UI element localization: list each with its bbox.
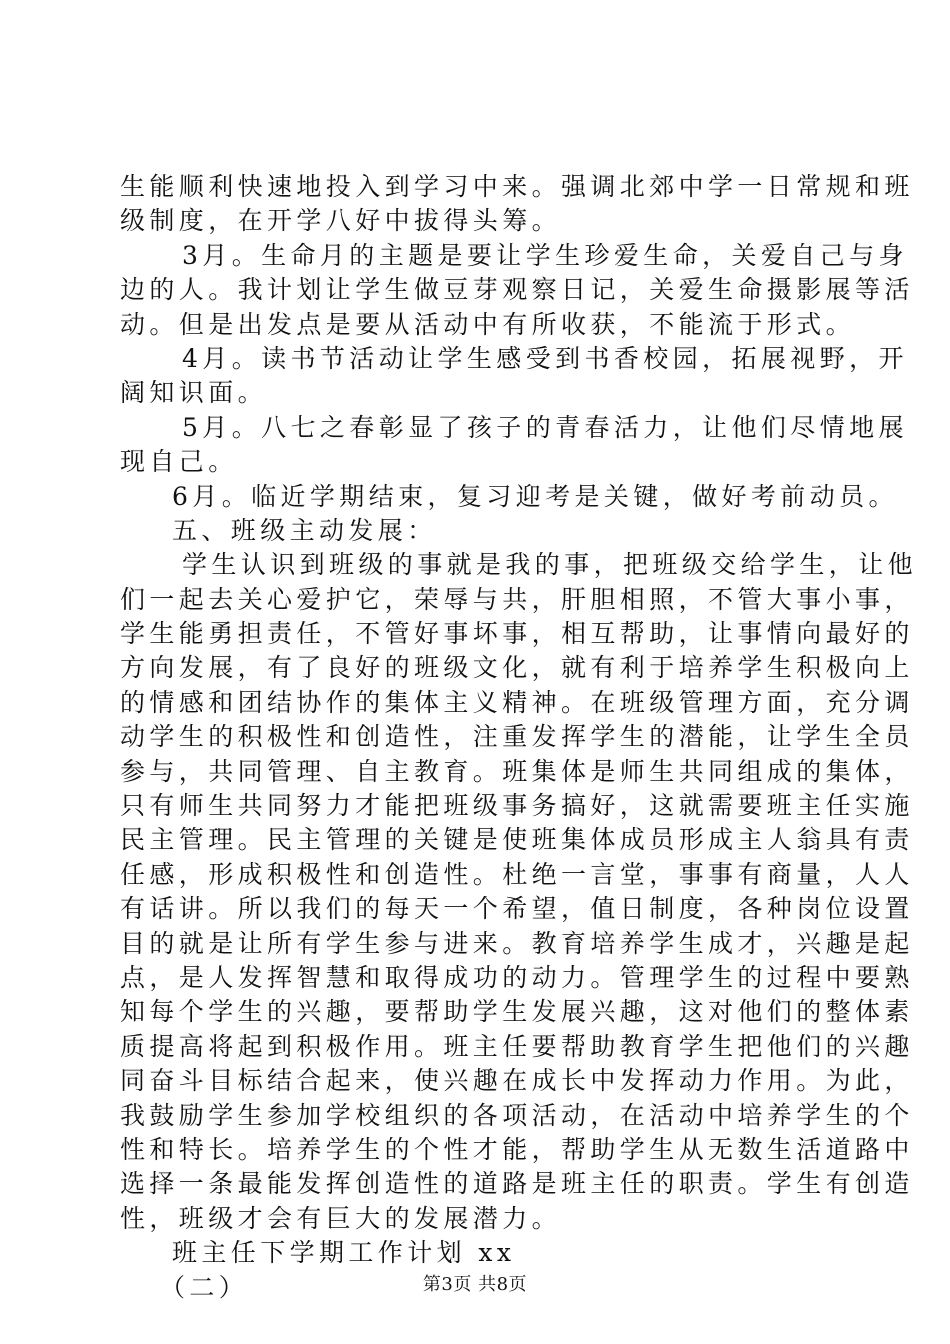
text-line: 学生能勇担责任，不管好事坏事，相互帮助，让事情向最好的 bbox=[120, 619, 914, 649]
text-line: 动。但是出发点是要从活动中有所收获，不能流于形式。 bbox=[120, 309, 856, 339]
body-text bbox=[120, 170, 918, 1305]
text-line: 有话讲。所以我们的每天一个希望，值日制度，各种岗位设置 bbox=[120, 894, 914, 924]
text-line: 边的人。我计划让学生做豆芽观察日记，关爱生命摄影展等活 bbox=[120, 275, 914, 305]
text-line: 阔知识面。 bbox=[120, 378, 268, 408]
text-line-april: 4月。读书节活动让学生感受到书香校园，拓展视野，开 bbox=[182, 343, 908, 373]
text-line: 选择一条最能发挥创造性的道路是班主任的职责。学生有创造 bbox=[120, 1169, 914, 1199]
section-number: （二） bbox=[160, 1272, 249, 1302]
text-line: 们一起去关心爱护它，荣辱与共，肝胆相照，不管大事小事， bbox=[120, 584, 914, 614]
text-line: 知每个学生的兴趣，要帮助学生发展兴趣，这对他们的整体素 bbox=[120, 997, 914, 1027]
text-line: 性和特长。培养学生的个性才能，帮助学生从无数生活道路中 bbox=[120, 1134, 914, 1164]
text-line: 任感，形成积极性和创造性。杜绝一言堂，事事有商量，人人 bbox=[120, 859, 914, 889]
page-number-footer: 第3页 共8页 bbox=[422, 1274, 528, 1295]
text-line-may: 5月。八七之春彰显了孩子的青春活力，让他们尽情地展 bbox=[182, 412, 908, 442]
text-line: 级制度，在开学八好中拔得头筹。 bbox=[120, 206, 562, 236]
text-line: 参与，共同管理、自主教育。班集体是师生共同组成的集体， bbox=[120, 756, 914, 786]
text-line: 同奋斗目标结合起来，使兴趣在成长中发挥动力作用。为此， bbox=[120, 1066, 914, 1096]
text-line: 目的就是让所有学生参与进来。教育培养学生成才，兴趣是起 bbox=[120, 928, 914, 958]
text-line: 性，班级才会有巨大的发展潜力。 bbox=[120, 1203, 562, 1233]
document-subtitle: 班主任下学期工作计划 xx bbox=[172, 1238, 516, 1268]
text-line: 现自己。 bbox=[120, 447, 238, 477]
text-line: 我鼓励学生参加学校组织的各项活动，在活动中培养学生的个 bbox=[120, 1100, 914, 1130]
text-line-march: 3月。生命月的主题是要让学生珍爱生命，关爱自己与身 bbox=[182, 240, 908, 270]
text-line: 点，是人发挥智慧和取得成功的动力。管理学生的过程中要熟 bbox=[120, 962, 914, 992]
text-line: 民主管理。民主管理的关键是使班集体成员形成主人翁具有责 bbox=[120, 825, 914, 855]
text-line: 质提高将起到积极作用。班主任要帮助教育学生把他们的兴趣 bbox=[120, 1031, 914, 1061]
text-line-june: 6月。临近学期结束，复习迎考是关键，做好考前动员。 bbox=[172, 481, 898, 511]
text-line: 动学生的积极性和创造性，注重发挥学生的潜能，让学生全员 bbox=[120, 722, 914, 752]
section-heading: 五、班级主动发展： bbox=[172, 515, 437, 545]
text-line: 学生认识到班级的事就是我的事，把班级交给学生，让他 bbox=[182, 550, 918, 580]
text-line: 生能顺利快速地投入到学习中来。强调北郊中学一日常规和班 bbox=[120, 172, 914, 201]
text-line: 只有师生共同努力才能把班级事务搞好，这就需要班主任实施 bbox=[120, 791, 914, 821]
text-line: 的情感和团结协作的集体主义精神。在班级管理方面，充分调 bbox=[120, 687, 914, 717]
text-line: 方向发展，有了良好的班级文化，就有利于培养学生积极向上 bbox=[120, 653, 914, 683]
